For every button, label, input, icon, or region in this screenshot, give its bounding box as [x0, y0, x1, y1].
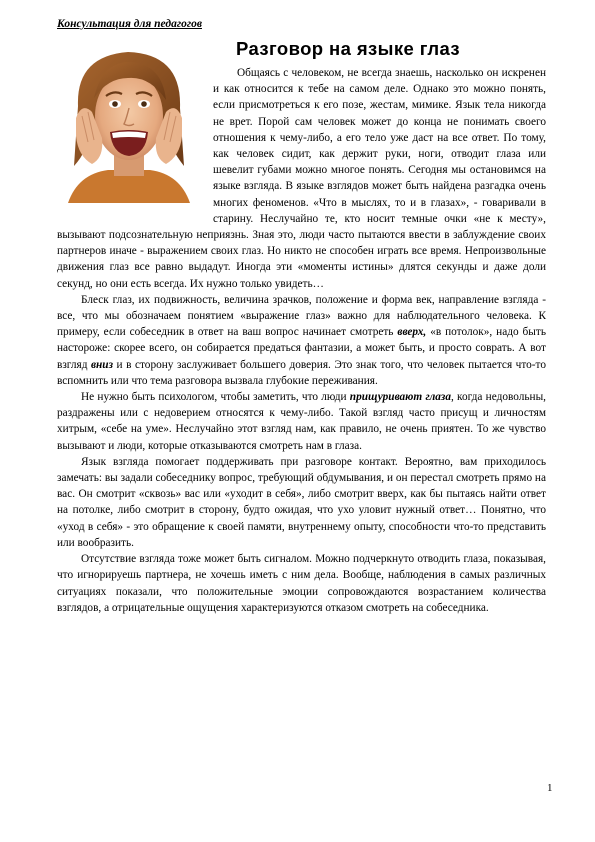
paragraph-2-text-c: и в сторону заслуживает большего доверия. Это знак того, что человек пытается что-то вспомнить или что тема разговора вызвала глубокие переживания.: [57, 358, 546, 387]
paragraph-4-text: Язык взгляда помогает поддерживать при разговоре контакт. Вероятно, вам приходилось замечать: вы задали собеседнику вопрос, требующий обдумывания, и он перестал смотреть прямо на вас. Он смотрит «сквозь» вас или «уходит в себя», либо смотрит вверх, как бы пытаясь найти ответ на потолке, либо смотрит в сторону, будто ожидая, что ухо уловит нужный ответ… Понятно, что «уход в себя» - это обращение к своей памяти, внутреннему опыту, способности что-то представить или вообразить.: [57, 455, 546, 549]
paragraph-2-text-a: Блеск глаз, их подвижность, величина зрачков, положение и форма век, направление взгляда - все, что мы обозначаем понятием «выражение глаз» важно для наблюдательного человека. К примеру, если собеседник в ответ на ваш вопрос начинает смотреть: [57, 293, 546, 339]
paragraph-5: [57, 551, 546, 616]
paragraph-2-text-b: «в потолок», надо быть настороже: скорее всего, он собирается предаться фантазии, а может быть, и просто соврать. А вот взгляд: [57, 326, 546, 371]
paragraph-3-text-b: , когда недовольны, раздражены или с недоверием относятся к чему-либо. Такой взгляд часто присущ и личностям хитрым, «себе на уме». Неслучайно этот взгляд нам, как правило, не очень приятен. То же чувство вызывают и люди, которые отказываются смотреть нам в глаза.: [57, 391, 546, 452]
paragraph-3-emphasis-squint: прищуривают глаза: [349, 391, 451, 404]
paragraph-4: [57, 454, 546, 551]
paragraph-2: [57, 292, 546, 389]
article-body: [57, 65, 546, 616]
article-title: Разговор на языке глаз: [236, 38, 461, 59]
paragraph-2-emphasis-up: вверх,: [397, 326, 427, 339]
paragraph-3-text-a: Не нужно быть психологом, чтобы заметить, что люди: [81, 391, 350, 404]
paragraph-3: [57, 389, 546, 454]
section-header: Консультация для педагогов: [57, 18, 202, 30]
paragraph-2-emphasis-down: вниз: [90, 358, 113, 371]
photo-float-spacer: [57, 65, 213, 225]
page-number: 1: [547, 782, 553, 794]
paragraph-1-text: Общаясь с человеком, не всегда знаешь, насколько он искренен и как относится к тебе на самом деле. Однако это можно понять, если присмотреться к его позе, жестам, мимике. Язык тела никогда не врет. Порой сам человек может до конца не понимать своего отношения к чему-либо, а его тело уже даст на все ответ. По тому, как человек сидит, как держит руки, ноги, отводит глаза или шевелит губами можно многое понять. Сегодня мы остановимся на языке взгляда. В языке взглядов может быть найдена разгадка очень многих феноменов. «Что в мыслях, то и в глазах», - говаривали в старину. Неслучайно те, кто носит темные очки «не к месту», вызывают подсознательную неприязнь. Зная это, люди часто пытаются ввести в заблуждение своих партнеров иначе - выражением своих глаз. Но никто не способен играть все время. Непроизвольные движения глаз все равно выдадут. Иногда эти «моменты истины» длятся секунды и даже доли секунд, но они есть всегда. Их нужно только увидеть…: [57, 67, 546, 290]
paragraph-5-text: Отсутствие взгляда тоже может быть сигналом. Можно подчеркнуто отводить глаза, показывая, что игнорируешь партнера, не хочешь иметь с ним дела. Вообще, наблюдения в самых различных ситуациях показали, что положительные эмоции сопровождаются возрастанием количества взглядов, а отрицательные ощущения характеризуются отказом смотреть на собеседника.: [57, 553, 546, 614]
